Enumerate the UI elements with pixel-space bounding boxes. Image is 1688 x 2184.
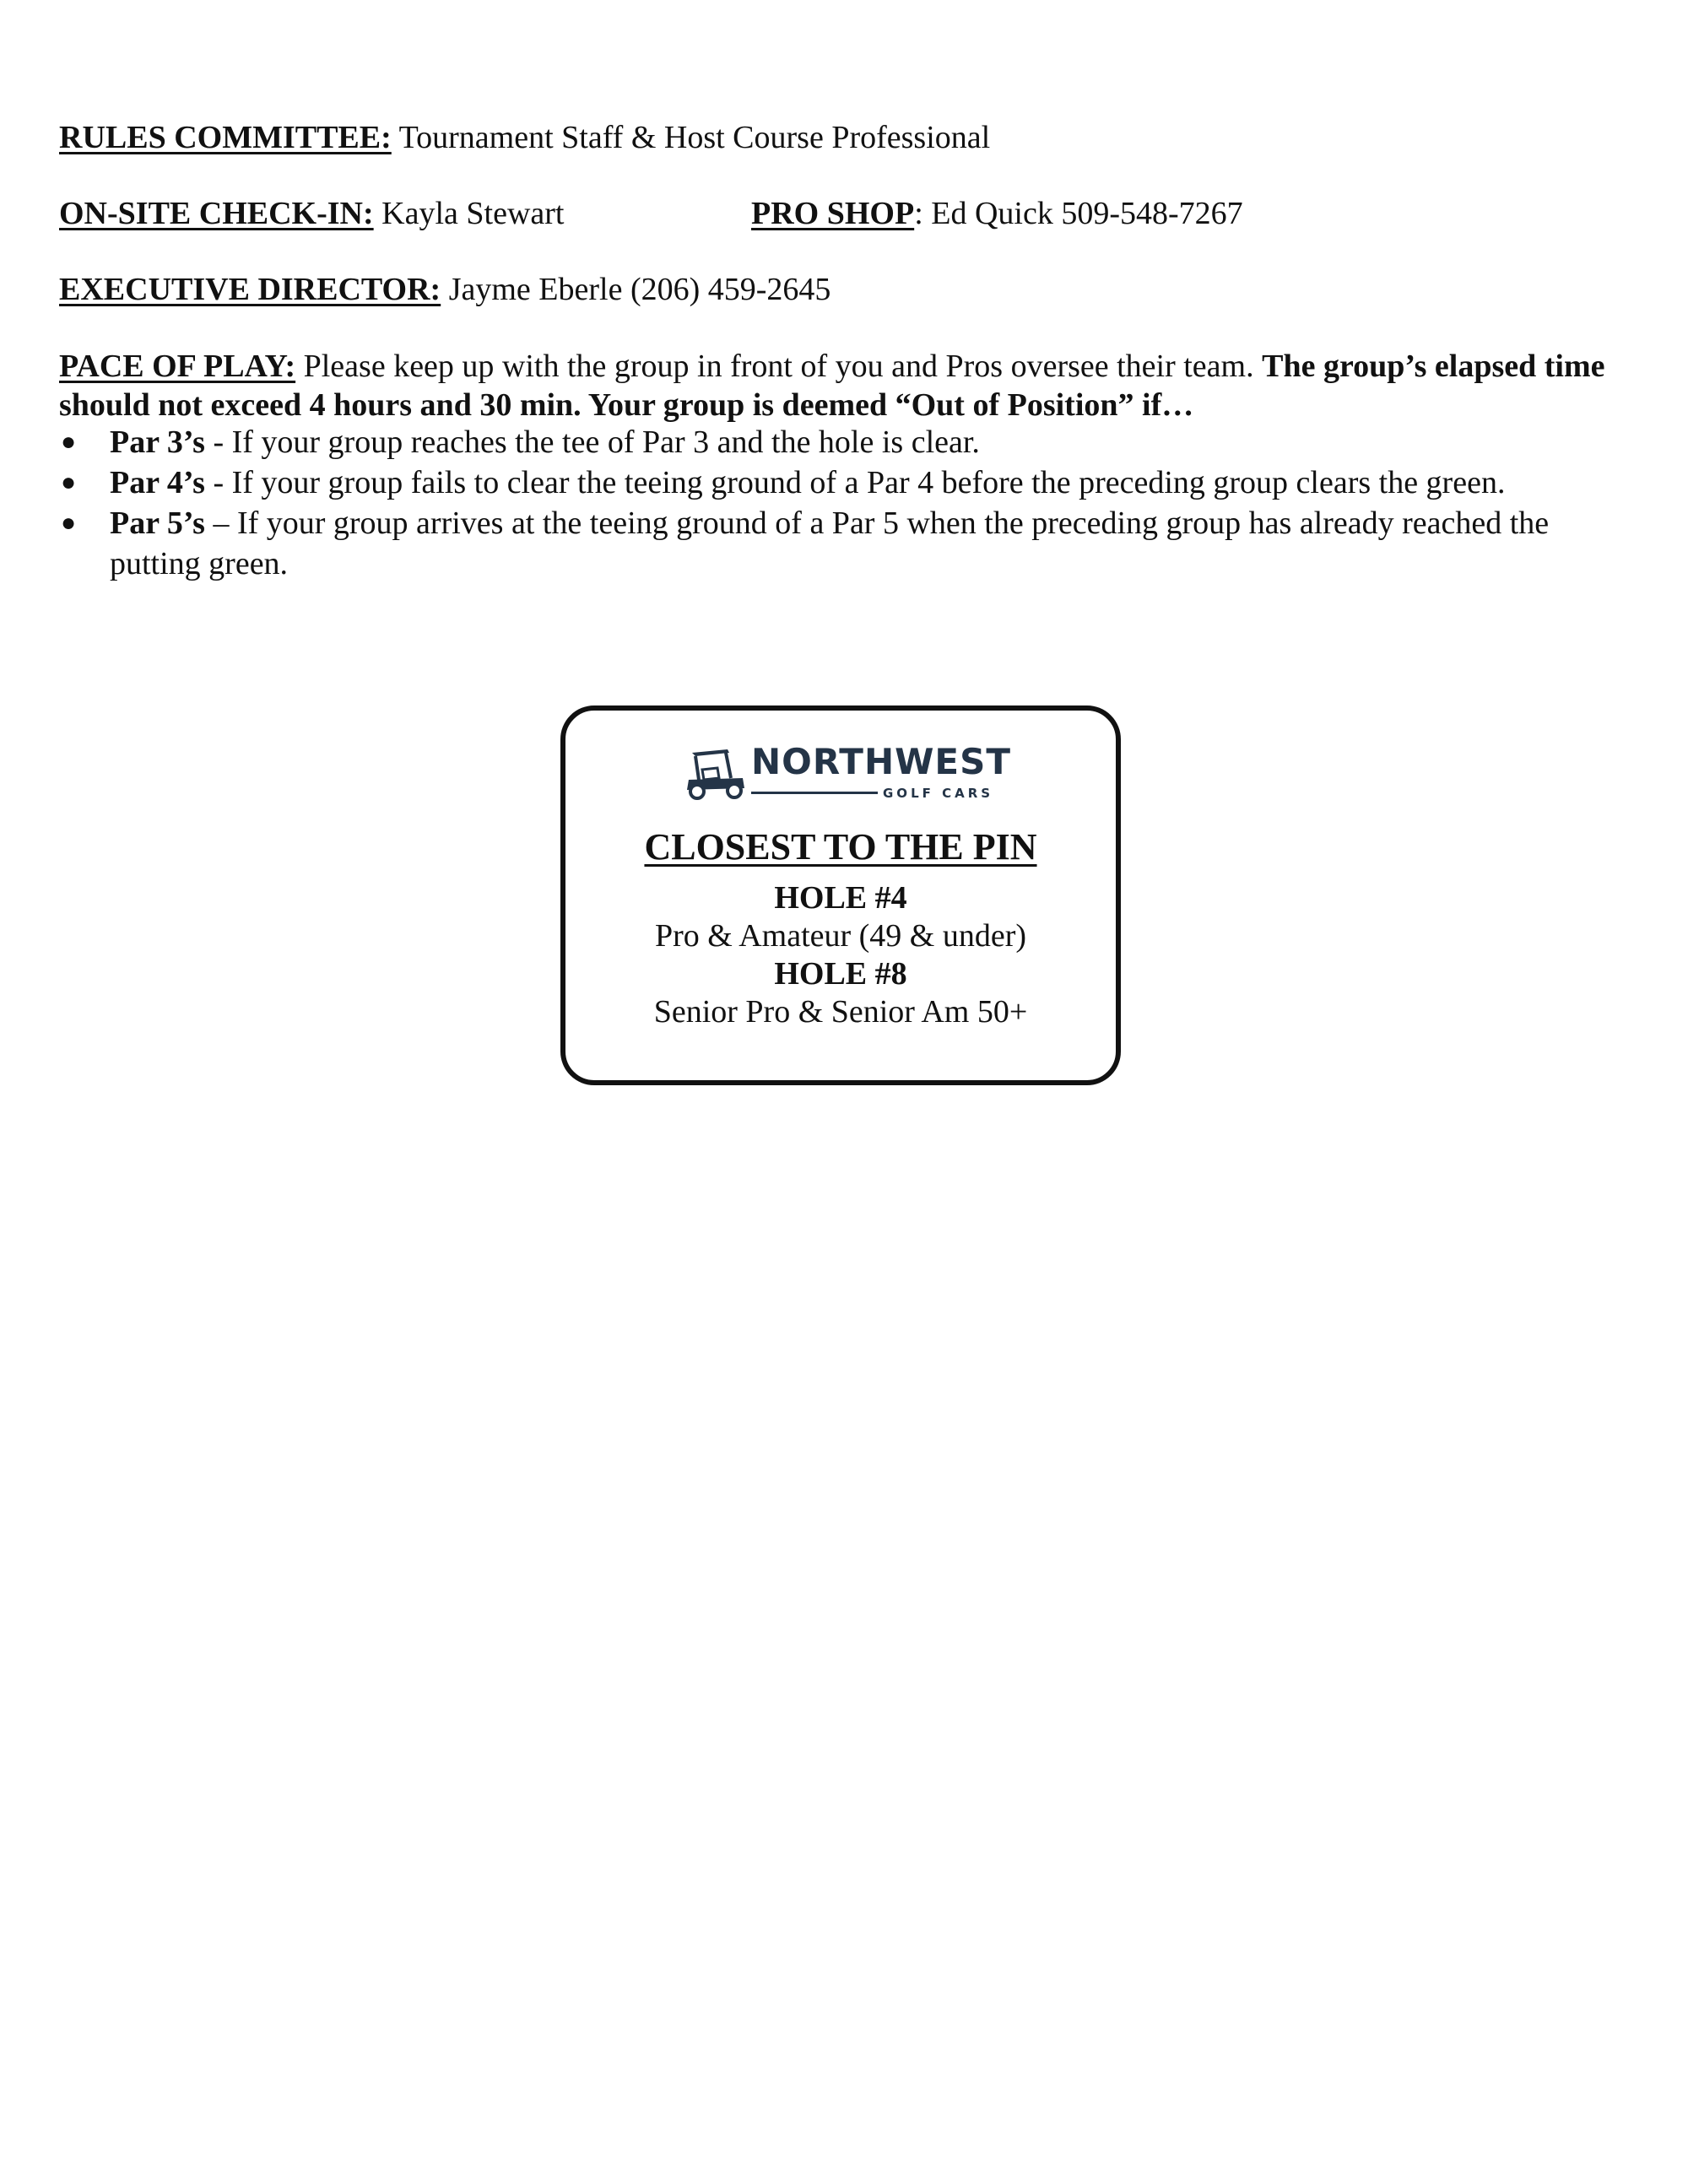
bullet-icon: ● [61,509,77,537]
golf-cart-icon [684,746,748,802]
logo-wordmark: NORTHWEST [751,741,1012,782]
list-item [59,462,1629,503]
rules-committee-label: RULES COMMITTEE: [59,120,392,155]
pace-of-play-paragraph [59,347,1629,424]
bullet-text: – If your group arrives at the teeing ground of a Par 5 when the preceding group has already reached the putting green. [110,505,1550,581]
hole-4-division: Pro & Amateur (49 & under) [654,918,1027,954]
checkin-label: ON-SITE CHECK-IN: [59,196,374,231]
closest-to-pin-card [560,705,1121,1085]
bullet-term: Par 4’s [110,465,205,500]
executive-director-value: Jayme Eberle (206) 459-2645 [441,272,831,307]
rules-committee-line [59,118,990,157]
pace-of-play-text: Please keep up with the group in front of you and Pros oversee their team. [295,349,1263,384]
bullet-text: - If your group fails to clear the teeing ground of a Par 4 before the preceding group clears the green. [204,465,1506,500]
pace-of-play-label: PACE OF PLAY: [59,349,296,384]
bullet-icon: ● [61,468,77,496]
pro-shop-label: PRO SHOP [751,196,915,231]
executive-director-label: EXECUTIVE DIRECTOR: [59,272,441,307]
bullet-term: Par 3’s [110,424,205,460]
pace-of-play-bullets [59,422,1629,584]
checkin-line [59,194,1243,233]
pro-shop-value: : Ed Quick 509-548-7267 [914,196,1243,231]
pace-of-play-bold-text: The group’s elapsed time should not exceed 4 hours and 30 min. Your group is deemed “Out of Position” if… [59,349,1605,423]
northwest-golf-cars-logo [684,741,1012,812]
hole-4-heading: HOLE #4 [774,880,907,916]
hole-8-division: Senior Pro & Senior Am 50+ [653,994,1028,1030]
list-item [59,503,1629,584]
card-title: CLOSEST TO THE PIN [644,826,1037,868]
checkin-value: Kayla Stewart [373,196,565,231]
bullet-text: - If your group reaches the tee of Par 3 and the hole is clear. [204,424,980,460]
pro-shop-line [751,194,1243,233]
logo-subtitle: GOLF CARS [883,786,994,801]
hole-8-heading: HOLE #8 [774,956,907,992]
executive-director-line [59,270,830,309]
list-item [59,422,1629,462]
bullet-icon: ● [61,428,77,456]
logo-divider [751,792,878,794]
rules-committee-value: Tournament Staff & Host Course Professional [391,120,991,155]
bullet-term: Par 5’s [110,505,205,541]
